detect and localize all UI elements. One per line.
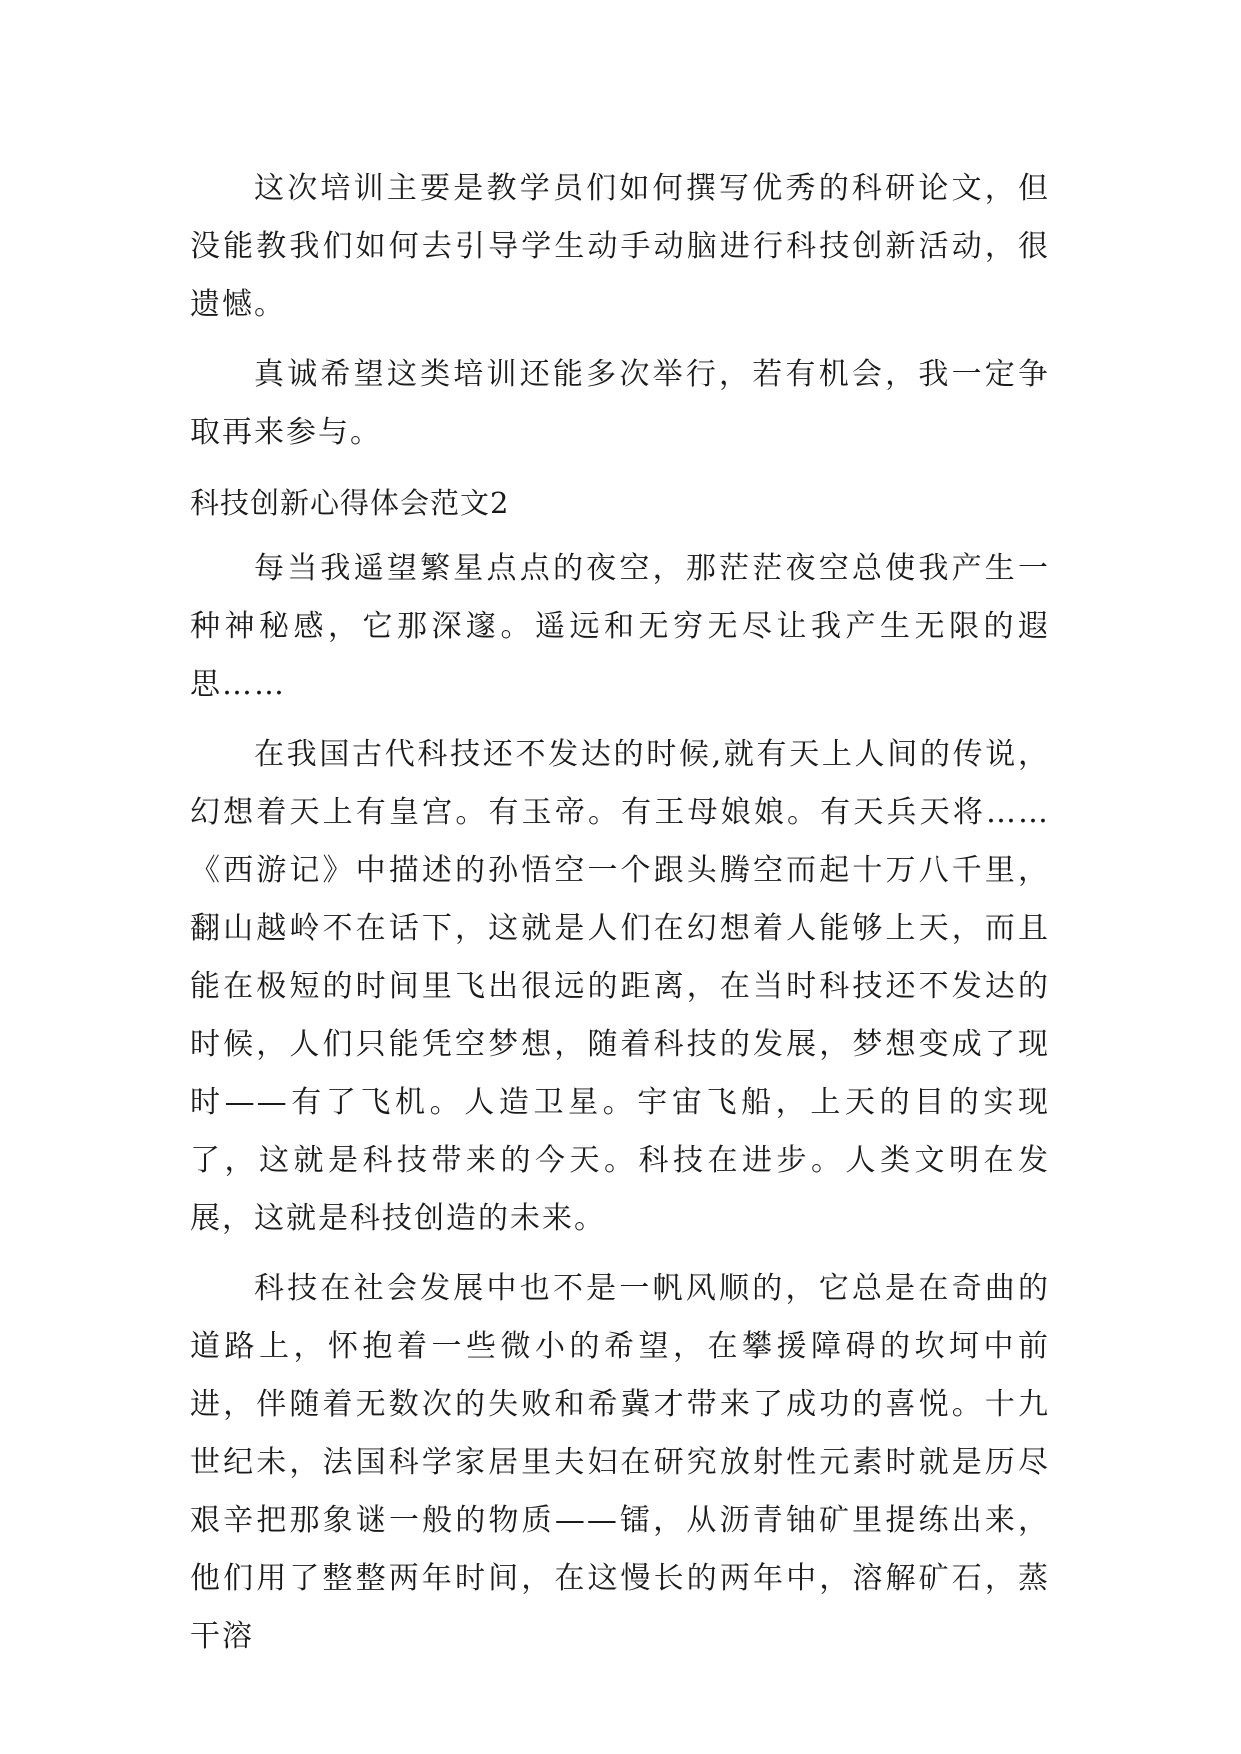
document-body bbox=[190, 160, 1050, 1678]
section-heading: 科技创新心得体会范文2 bbox=[190, 486, 510, 520]
paragraph-ancient-legends: 在我国古代科技还不发达的时候,就有天上人间的传说，幻想着天上有皇宫。有玉帝。有王母娘娘。有天兵天将……《西游记》中描述的孙悟空一个跟头腾空而起十万八千里，翻山越岭不在话下，这就是人们在幻想着人能够上天，而且能在极短的时间里飞出很远的距离，在当时科技还不发达的时候，人们只能凭空梦想，随着科技的发展，梦想变成了现时——有了飞机。人造卫星。宇宙飞船，上天的目的实现了，这就是科技带来的今天。科技在进步。人类文明在发展，这就是科技创造的未来。 bbox=[190, 737, 1050, 1236]
paragraph-night-sky: 每当我遥望繁星点点的夜空，那茫茫夜空总使我产生一种神秘感，它那深邃。遥远和无穷无尽让我产生无限的遐思…… bbox=[190, 551, 1050, 702]
paragraph-curie-story: 科技在社会发展中也不是一帆风顺的，它总是在奇曲的道路上，怀抱着一些微小的希望，在攀援障碍的坎坷中前进，伴随着无数次的失败和希冀才带来了成功的喜悦。十九世纪未，法国科学家居里夫妇在研究放射性元素时就是历尽艰辛把那象谜一般的物质——镭，从沥青铀矿里提练出来，他们用了整整两年时间，在这慢长的两年中，溶解矿石，蒸干溶 bbox=[190, 1271, 1050, 1654]
paragraph-training-summary: 这次培训主要是教学员们如何撰写优秀的科研论文，但没能教我们如何去引导学生动手动脑进行科技创新活动，很遗憾。 bbox=[190, 171, 1050, 322]
paragraph-training-hope: 真诚希望这类培训还能多次举行，若有机会，我一定争取再来参与。 bbox=[190, 357, 1050, 450]
